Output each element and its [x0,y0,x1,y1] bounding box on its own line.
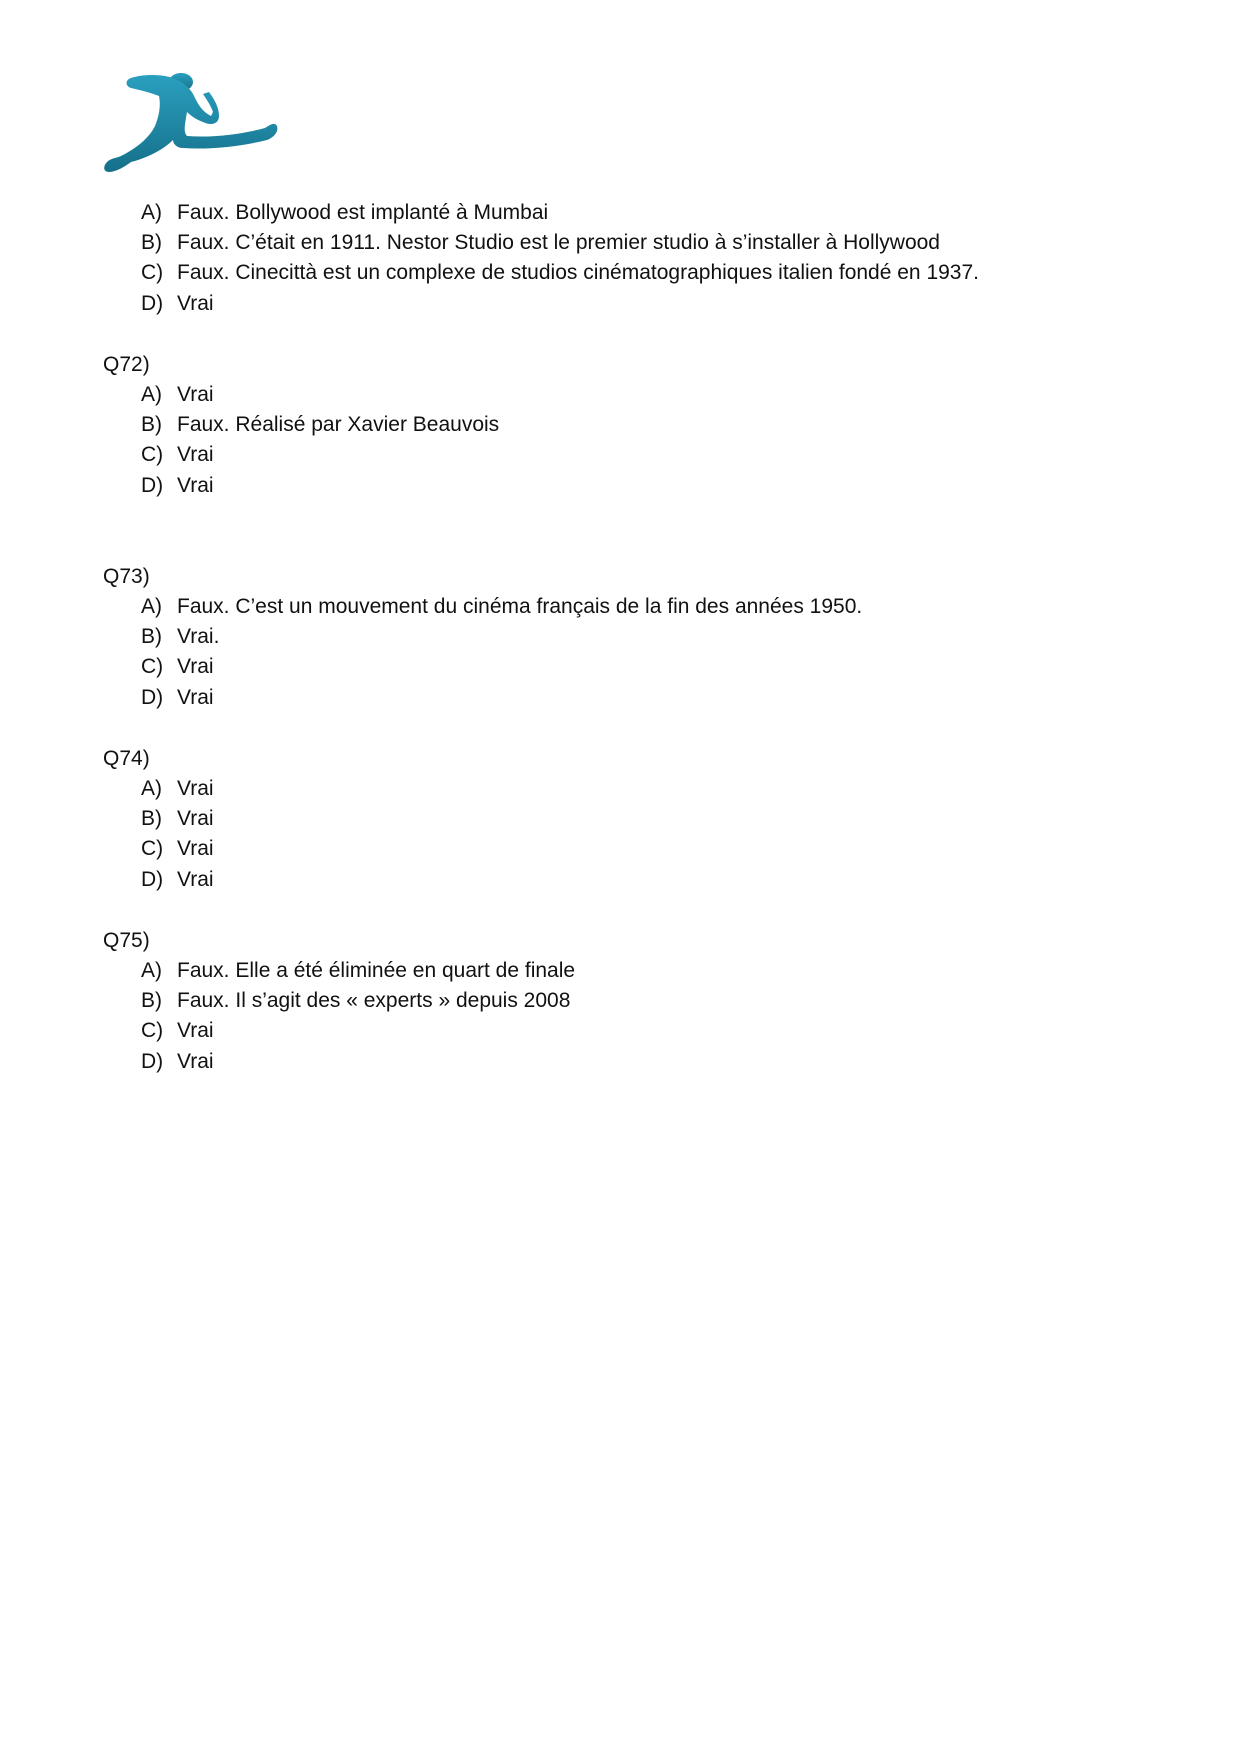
question-label: Q73) [103,565,150,588]
answer-text: Faux. Bollywood est implanté à Mumbai [177,201,549,224]
answer-item [141,1047,214,1077]
answer-item [141,228,940,258]
answer-item [141,834,214,864]
answer-item [141,380,214,410]
answer-text: Faux. Réalisé par Xavier Beauvois [177,413,500,436]
answer-item [141,865,214,895]
answer-item [141,986,570,1016]
answer-letter: B) [141,231,162,254]
answer-text: Vrai [177,686,214,709]
answer-letter: A) [141,959,162,982]
answer-letter: C) [141,261,164,284]
answer-text: Faux. Elle a été éliminée en quart de finale [177,959,576,982]
answer-text: Vrai [177,868,214,891]
answer-letter: A) [141,383,162,406]
answer-item [141,440,214,470]
answer-letter: C) [141,655,164,678]
answer-letter: B) [141,625,162,648]
answer-letter: B) [141,413,162,436]
answer-letter: A) [141,201,162,224]
answer-text: Vrai [177,807,214,830]
answer-text: Vrai. [177,625,220,648]
answer-text: Faux. C’était en 1911. Nestor Studio est le premier studio à s’installer à Hollywood [177,231,940,254]
answer-item [141,410,499,440]
question-label: Q74) [103,747,150,770]
answer-letter: A) [141,777,162,800]
answer-letter: B) [141,989,162,1012]
answer-item [141,198,548,228]
answer-text: Vrai [177,474,214,497]
answer-item [141,956,575,986]
answer-letter: D) [141,1050,164,1073]
answer-text: Vrai [177,837,214,860]
answer-letter: A) [141,595,162,618]
question-label: Q75) [103,929,150,952]
answer-text: Vrai [177,777,214,800]
answer-text: Vrai [177,1019,214,1042]
answer-item [141,622,219,652]
answer-text: Vrai [177,1050,214,1073]
answer-letter: C) [141,1019,164,1042]
answer-letter: D) [141,292,164,315]
answer-text: Faux. Cinecittà est un complexe de studios cinématographiques italien fondé en 1937. [177,261,979,284]
answer-item [141,592,862,622]
answer-letter: C) [141,443,164,466]
answer-item [141,471,214,501]
answer-text: Vrai [177,292,214,315]
answer-text: Faux. C’est un mouvement du cinéma français de la fin des années 1950. [177,595,863,618]
answer-letter: D) [141,686,164,709]
answer-text: Vrai [177,655,214,678]
answer-item [141,774,214,804]
question-label: Q72) [103,353,150,376]
answer-letter: B) [141,807,162,830]
answer-item [141,258,979,288]
answer-letter: D) [141,868,164,891]
answer-letter: C) [141,837,164,860]
answer-text: Vrai [177,443,214,466]
answer-text: Vrai [177,383,214,406]
answer-text: Faux. Il s’agit des « experts » depuis 2008 [177,989,571,1012]
answer-item [141,683,214,713]
answer-item [141,289,214,319]
answer-item [141,804,214,834]
answer-item [141,652,214,682]
answer-letter: D) [141,474,164,497]
answer-item [141,1016,214,1046]
